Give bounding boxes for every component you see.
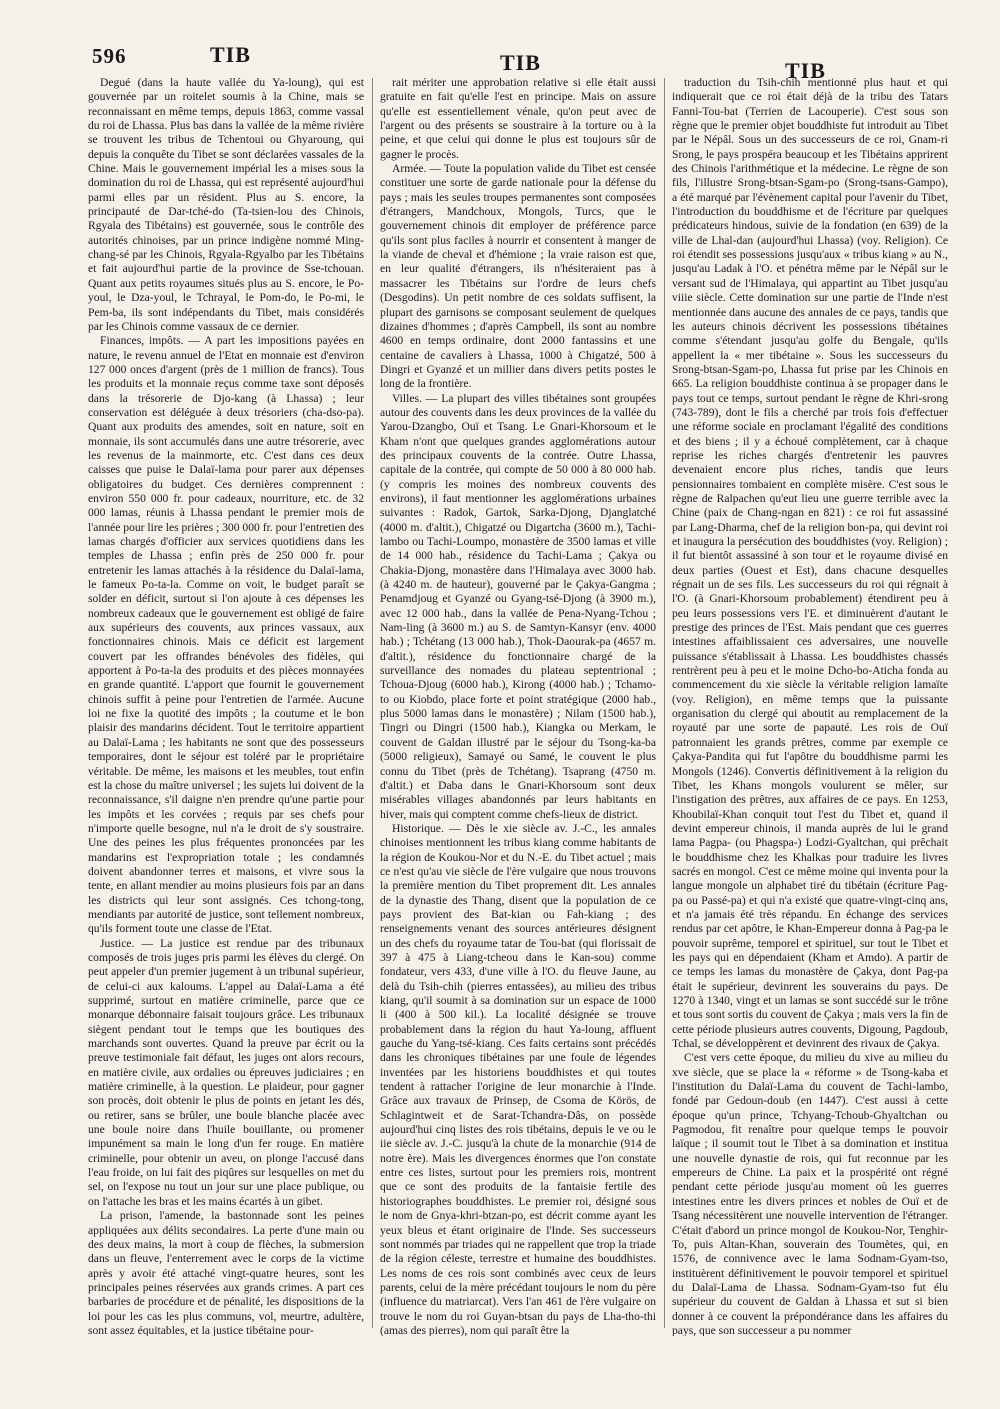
- paragraph: Historique. — Dès le xie siècle av. J.-C., les annales chinoises mentionnent les tribus kiang comme habitants de la région de Koukou-Nor et du N.-E. du Tibet actuel ; mais ce n'est qu'au vie siècle de l'ère vulgaire que nous trouvons la première mention du Tibet proprement dit. Les annales de la dynastie des Thang, disent que la population de ce pays provient des Bat-kian ou Fah-kiang ; des renseignements venant des sources antérieures désignent un des chefs du royaume tatar de Tou-bat (qui florissait de 397 à 475 à Liang-tcheou dans le Kan-sou) comme fondateur, vers 433, d'une ville à l'O. du fleuve Jaune, au delà du Tsih-chih (pierres entassées), au milieu des tribus kiang, qu'il soumit à sa domination sur un espace de 1000 li (400 à 500 kil.). La localité désignée se trouve probablement dans la région du haut Ya-loung, affluent gauche du Yang-tsé-kiang. Ces faits certains sont précédés dans les chroniques tibétaines par une foule de légendes inventées par les historiens bouddhistes et qui toutes tendent à rattacher l'origine de leur monarchie à l'Inde. Grâce aux travaux de Prinsep, de Csoma de Körös, de Schlagintweit et de Sarat-Tchandra-Dâs, on possède aujourd'hui cinq listes des rois tibétains, depuis le ve ou le iie siècle av. J.-C. jusqu'à la chute de la monarchie (914 de notre ère). Mais les divergences énormes que l'on constate entre ces listes, surtout pour les premiers rois, montrent que ce sont des produits de la fantaisie fertile des historiographes bouddhistes. Le premier roi, désigné sous le nom de Gnya-khri-btzan-po, est décrit comme ayant les yeux bleus et étant originaire de l'Inde. Ses successeurs sont nommés par triades qui ne rappellent que trop la triade de la région céleste, terrestre et humaine des bouddhistes. Les noms de ces rois sont combinés avec ceux de leurs parents, celui de la mère précédant toujours le nom du père (influence du matriarcat). Vers l'an 461 de l'ère vulgaire on trouve le nom du roi Guyan-btsan du pays de Lha-tho-thi (amas des pierres), nom qui paraît être la: [380, 821, 656, 1336]
- text-column-1: [88, 76, 364, 1336]
- paragraph: Armée. — Toute la population valide du Tibet est censée constituer une sorte de garde nationale pour la défense du pays ; mais les seules troupes permanentes sont composées d'étrangers, Mandchoux, Mongols, Turcs, que le gouvernement chinois dit employer de préférence parce qu'ils sont plus faciles à nourrir et consentent à manger de la viande de cheval et d'hémione ; la vraie raison est que, en leur qualité d'étrangers, ils n'hésiteraient pas à massacrer les Tibétains sur l'ordre de leurs chefs (Desgodins). Un petit nombre de ces soldats suffisent, la plupart des garnisons se composant seulement de quelques dizaines d'hommes ; d'après Campbell, ils sont au nombre 4600 en temps ordinaire, dont 2000 fantassins et une centaine de cavaliers à Lhassa, 1000 à Chigatzé, 500 à Dingri et Gyanzé et un millier dans divers petits postes le long de la frontière.: [380, 162, 656, 391]
- column-rule: [372, 78, 373, 1328]
- text-column-2: [380, 76, 656, 1336]
- running-head-right: TIB: [785, 58, 826, 83]
- paragraph: Villes. — La plupart des villes tibétaines sont groupées autour des couvents dans les deux provinces de la vallée du Yarou-Dzangbo, Ouï et Tsang. Le Gnari-Khorsoum et le Kham n'ont que quelques grandes agglomérations autour des principaux couvents de la contrée. Outre Lhassa, capitale de la contrée, qui compte de 50 000 à 80 000 hab. (y compris les moines des nombreux couvents des environs), il faut mentionner les agglomérations urbaines suivantes : Radok, Gartok, Sarka-Djong, Djanglatché (4000 m. d'altit.), Chigatzé ou Digartcha (3600 m.), Tachi-lambo ou Tachi-Loumpo, monastère de 3500 lamas et ville de 14 000 hab., résidence du Tachi-Lama ; Çakya ou Chakia-Djong, monastère dans l'Himalaya avec 3000 hab. (à 4240 m. de hauteur), gouverné par le Çakya-Gangma ; Penamdjoug et Gyanzé ou Gyang-tsé-Djong (à 3900 m.), avec 12 000 hab., dans la vallée de Pena-Nyang-Tchou ; Nam-ling (à 3600 m.) au S. de Samtyn-Kansyr (env. 4000 hab.) ; Tchétang (13 000 hab.), Thok-Daourak-pa (4657 m. d'altit.), résidence du fonctionnaire chargé de la surveillance des nomades du plateau septentrional ; Tchoua-Djoug (6000 hab.), Kirong (4000 hab.) ; Tchamo-to ou Kiobdo, place forte et point stratégique (2000 hab., plus 5000 lamas dans le monastère) ; Nilam (1500 hab.), Tingri ou Dingri (1500 hab.), Kiangka ou Merkam, le couvent de Galdan illustré par le séjour du Tsong-ka-ba (5000 religieux), Samayé ou Samé, le couvent le plus connu du Tibet (près de Tchétang). Tsaprang (4750 m. d'altit.) et Daba dans le Gnari-Khorsoum sont deux misérables villages abandonnés par leurs habitants en hiver, mais qui comptent comme chefs-lieux de district.: [380, 391, 656, 821]
- paragraph: C'est vers cette époque, du milieu du xive au milieu du xve siècle, que se place la « réforme » de Tsong-kaba et l'institution du Dalaï-Lama du couvent de Tachi-lambo, fondé par Gedoun-doub (en 1447). C'est aussi à cette époque qu'un prince, Tchyang-Tchoub-Ghyaltchan ou Pagmodou, fit renaître pour quelque temps le pouvoir laïque ; il soumit tout le Tibet à sa domination et institua une nouvelle dynastie de rois, qui fut reconnue par les empereurs de Chine. La paix et la prospérité ont régné pendant cette période jusqu'au moment où les guerres intestines entre les divers princes et nobles de Ouï et de Tsang nécessitèrent une nouvelle intervention de l'étranger. C'était d'abord un prince mongol de Koukou-Nor, Tenghir-To, puis Altan-Khan, souverain des Toumètes, qui, en 1576, de connivence avec le lama Sodnam-Gyam-tso, instituèrent définitivement le pouvoir temporel et spirituel du Dalaï-Lama de Lhassa. Sodnam-Gyam-tso fut élu supérieur du couvent de Galdan à Lhassa et sut si bien donner à ce couvent la prépondérance dans les affaires du pays, que son successeur a pu nommer: [672, 1051, 948, 1336]
- paragraph: Finances, impôts. — A part les impositions payées en nature, le revenu annuel de l'Etat en monnaie est d'environ 127 000 onces d'argent (près de 1 million de francs). Tous les produits et la monnaie reçus comme taxe sont déposés dans la trésorerie de Djo-kang (à Lhassa) ; leur conservation est déléguée à deux trésoriers (cha-dso-pa). Quant aux produits des amendes, soit en nature, soit en monnaie, ils sont accumulés dans une autre trésorerie, avec les revenus de la mainmorte, etc. C'est dans ces deux caisses que puise le Dalaï-lama pour parer aux dépenses obligatoires du budget. Ces dernières comprennent : environ 550 000 fr. pour cadeaux, nourriture, etc. de 32 000 lamas, réunis à Lhassa pendant le premier mois de l'année pour lire les prières ; 300 000 fr. pour l'entretien des lamas chargés d'officier aux services quotidiens dans les temples de Lhassa ; enfin près de 250 000 fr. pour entretenir les lamas attachés à la résidence du Dalaï-lama, le fameux Po-ta-la. Comme on voit, le budget paraît se solder en déficit, surtout si l'on ajoute à ces dépenses les nombreux cadeaux que le gouvernement est obligé de faire aux supérieurs des couvents, aux princes vassaux, aux fonctionnaires chinois. Mais ce déficit est largement couvert par les offrandes bénévoles des fidèles, qui apportent à Po-ta-la des produits et des pièces monnayées en grande quantité. L'apport que fournit le gouvernement chinois suffit à peine pour l'entretien de l'armée. Aucune loi ne fixe la quotité des impôts ; la coutume et le bon plaisir des mandarins décident. Tout le territoire appartient au Dalaï-Lama ; les habitants ne sont que des possesseurs temporaires, dont le séjour est toléré par le propriétaire véritable. De même, les maisons et les meubles, tout enfin est la chose du maître universel ; les sujets lui doivent de la reconnaissance, s'il daigne n'en prendre qu'une partie pour les impôts et les corvées ; requis par ses chefs pour n'importe quelle besogne, nul n'a le droit de s'y soustraire. Une des peines les plus fréquentes prononcées par les mandarins est l'expropriation totale ; les condamnés doivent abandonner terres et maisons, et vivre sous la tente, en allant mendier au moins plusieurs fois par an dans les districts qui leur sont assignés. Ces tchong-tong, mendiants par autorité de justice, sont tellement nombreux, qu'ils forment toute une classe de l'Etat.: [88, 334, 364, 936]
- paragraph: traduction du Tsih-chih mentionné plus haut et qui indiquerait que ce roi était déjà de la tribu des Tatars Fanni-Tou-bat (Terrien de Lacouperie). C'est sous son règne que le premier objet bouddhiste fut introduit au Tibet par le Népâl. Sous un des successeurs de ce roi, Gnam-ri Srong, le pays prospéra beaucoup et les Tibétains apprirent des Chinois l'arithmétique et la médecine. Le règne de son fils, l'illustre Srong-btsan-Sgam-po (Srong-tsans-Gampo), a été marqué par l'évènement capital pour l'avenir du Tibet, l'introduction du bouddhisme et de l'écriture par quelques prédicateurs hindous, suivie de la fondation (en 639) de la ville de Lhal-dan (aujourd'hui Lhassa) (voy. Religion). Ce roi étendit ses possessions jusqu'aux « tribus kiang » au N., jusqu'au Ladak à l'O. et pénétra même par le Népâl sur le versant sud de l'Himalaya, qui appartint au Tibet jusqu'au viiie siècle. Cette domination sur une partie de l'Inde n'est mentionnée dans aucune des annales de ce pays, tandis que les auteurs chinois décrivent les possessions tibétaines comme s'étendant jusqu'au golfe du Bengale, qu'ils appellent la « mer tibétaine ». Sous les successeurs du Srong-btsan-Sgam-po, Lhassa fut prise par les Chinois en 665. La religion bouddhiste continua à se propager dans le pays tout ce temps, surtout pendant le règne de Khri-srong (743-789), dont le fils a cherché par trois fois d'effectuer une réforme sociale en proclamant l'égalité des conditions et des biens ; il y a échoué complètement, car à chaque reprise les riches chargés d'entretenir les pauvres devenaient encore plus riches, tandis que leurs pensionnaires tombaient en complète misère. C'est sous le règne de Ralpachen qu'eut lieu une guerre terrible avec la Chine (paix de Chang-ngan en 821) : ce roi fut assassiné par Lang-Dharma, chef de la religion bon-pa, qui devint roi et inaugura la persécution des bouddhistes (voy. Religion) ; il fut bientôt assassiné à son tour et le royaume divisé en deux parties (Ouest et Est), dans chacune desquelles régnait un de ses fils. Les successeurs du roi qui régnait à l'O. (à Gnari-Khorsoum probablement) étendirent peu à peu leurs possessions vers l'E. et diminuèrent d'autant le prestige des princes de l'Est. Mais pendant que ces guerres intestines affaiblissaient ces adversaires, une nouvelle puissance s'établissait à Lhassa. Les bouddhistes chassés rentrèrent peu à peu et le moine Dcho-bo-Aticha fonda au commencement du xie siècle la véritable religion lamaïte (voy. Religion), en même temps que la puissante organisation du clergé qui aboutit au remplacement de la royauté par une sorte de papauté. Les rois de Ouï patronnaient les grands prêtres, comme par exemple ce Çakya-Pandita qui fut l'apôtre du bouddhisme parmi les Mongols (1246). Convertis définitivement à la religion du Tibet, les Khans mongols voulurent se mêler, sur l'instigation des prêtres, aux affaires de ce pays. En 1253, Khoubilaï-Khan conquit tout l'est du Tibet et, quand il devint empereur chinois, il manda auprès de lui le grand lama Pagpa- (ou Phagspa-) Lodzi-Gyaltchan, qui prêchait le bouddhisme chez les Khalkas pour traduire les livres sacrés en mongol. C'est ce même moine qui inventa pour la langue mongole un alphabet tiré du tibétain (écriture Pag-pa ou Passé-pa) et qui n'a existé que quatre-vingt-cinq ans, et n'a jamais été très répandu. En échange des services rendus par cet apôtre, le Khan-Empereur donna à Pag-pa le pouvoir suprême, temporel et spirituel, sur tout le Tibet et les pays qui en dépendaient (Kham et Amdo). A partir de ce temps les lamas du monastère de Çakya, dont Pag-pa était le supérieur, devinrent les souverains du pays. De 1270 à 1340, vingt et un lamas se sont succédé sur le trône et tous sont sortis du couvent de Çakya ; mais vers la fin de cette période plusieurs autres couvents, Digoung, Pagdoub, Tchal, se développèrent et devinrent des rivaux de Çakya.: [672, 76, 948, 1051]
- paragraph: Degué (dans la haute vallée du Ya-loung), qui est gouvernée par un roitelet soumis à la Chine, mais se reconnaissant en même temps, depuis 1863, comme vassal du roi de Lhassa. Plus bas dans la vallée de la même rivière se trouvent les tribus de Tchentoui ou Ghyaroung, qui depuis la conquête du Tibet se sont déclarées vassales de la Chine. Mais le gouvernement impérial les a mises sous la domination du roi de Lhassa, qui est représenté aujourd'hui parmi elles par un résident. Plus au S. encore, la principauté de Dar-tché-do (Ta-tsien-lou des Chinois, Rgyala des Tibétains) est gouvernée, sous le contrôle des autorités chinoises, par un prince indigène nommé Ming-chang-sé par les Chinois, Rgyala-Rgyalbo par les Tibétains et fait aujourd'hui partie de la province de Sse-tchouan. Quant aux petits royaumes situés plus au S. encore, le Po-youl, le Dza-youl, le Tchrayal, le Pom-do, le Po-mi, le Pem-ba, ils sont indépendants du Tibet, mais considérés par les Chinois comme vassaux de ce dernier.: [88, 76, 364, 333]
- paragraph: Justice. — La justice est rendue par des tribunaux composés de trois juges pris parmi les élèves du clergé. On peut appeler d'un premier jugement à un tribunal supérieur, de celui-ci aux kaloums. L'appel au Dalaï-Lama a été supprimé, surtout en matière criminelle, parce que ce monarque débonnaire faisait toujours grâce. Les tribunaux siègent pendant tout le temps que les boutiques des marchands sont ouvertes. Quand la preuve par écrit ou la preuve testimoniale fait défaut, les juges ont alors recours, en matière civile, aux ordalies ou épreuves judiciaires ; en matière criminelle, à la question. Le plaideur, pour gagner son procès, doit obtenir le plus de points en jetant les dés, ou retirer, sans se brûler, une boule blanche placée avec une boule noire dans l'huile bouillante, ou promener impunément sa main le long d'un fer rouge. En matière criminelle, pour obtenir un aveu, on plonge l'accusé dans l'eau froide, on lui fait des piqûres sur lesquelles on met du sel, on l'expose nu tout un jour sur une place publique, ou on l'attache les bras et les mains écartés à un gibet.: [88, 936, 364, 1208]
- running-head-left: TIB: [210, 42, 251, 67]
- text-column-3: [672, 76, 948, 1336]
- running-head-center: TIB: [500, 50, 541, 75]
- column-rule: [664, 78, 665, 1328]
- paragraph: La prison, l'amende, la bastonnade sont les peines appliquées aux délits secondaires. La perte d'une main ou des deux mains, la mort à coup de flèches, la submersion dans un fleuve, l'enterrement avec le corps de la victime après y avoir été attaché vingt-quatre heures, sont les principales peines réservées aux grands crimes. A part ces barbaries de procédure et de pénalité, les dispositions de la loi pour les cas les plus communs, vol, meurtre, adultère, sont assez équitables, et la justice tibétaine pour-: [88, 1209, 364, 1336]
- paragraph: rait mériter une approbation relative si elle était aussi gratuite en fait qu'elle l'est en principe. Mais on assure qu'elle est essentiellement vénale, qu'on peut avec de l'argent ou des présents se soustraire à la torture ou à la peine, et que celui qui donne le plus est toujours sûr de gagner le procès.: [380, 76, 656, 161]
- page-number: 596: [92, 44, 127, 68]
